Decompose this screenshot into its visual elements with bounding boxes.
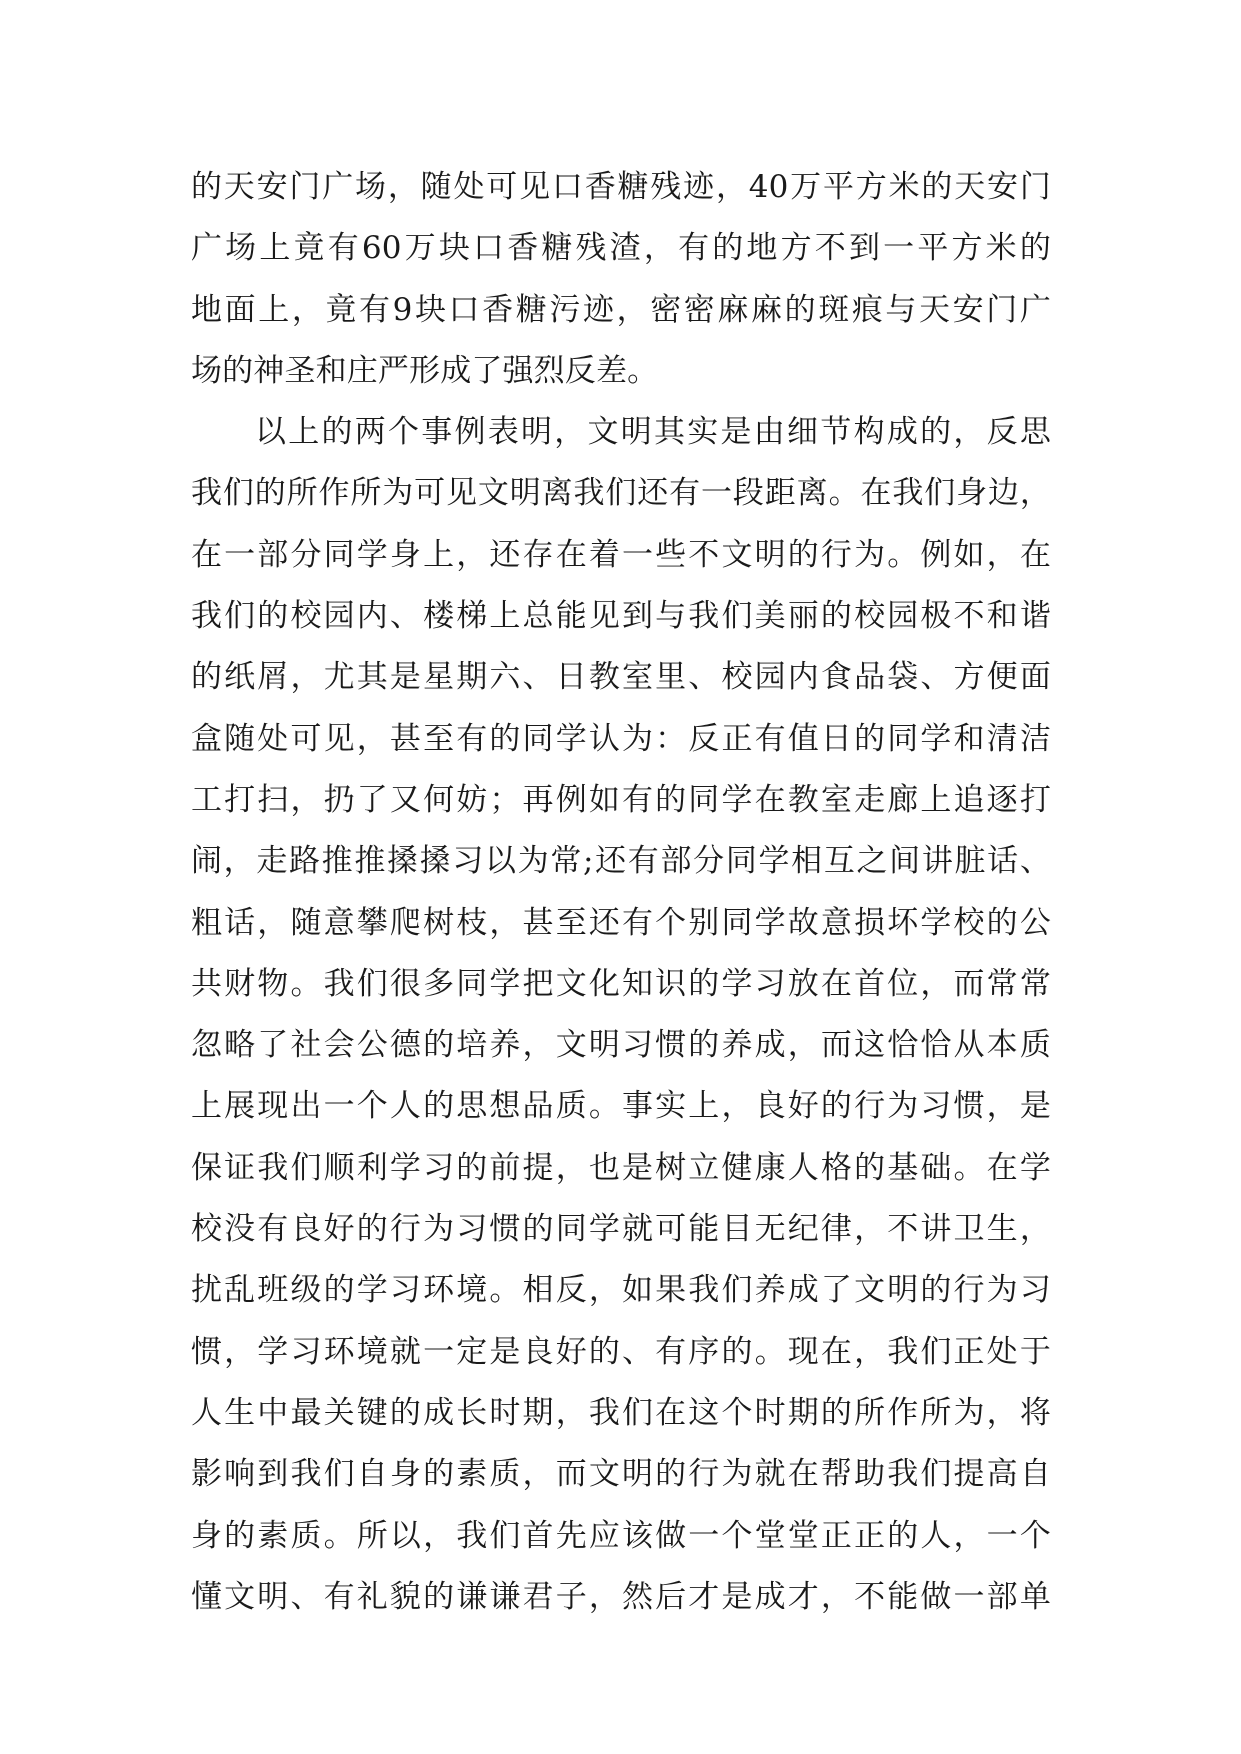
text-line: 的纸屑，尤其是星期六、日教室里、校园内食品袋、方便面 (191, 659, 1051, 696)
text-line: 的天安门广场，随处可见口香糖残迹，40万平方米的天安门 (191, 169, 1051, 205)
text-line: 人生中最关键的成长时期，我们在这个时期的所作所为，将 (191, 1394, 1051, 1431)
text-line: 保证我们顺利学习的前提，也是树立健康人格的基础。在学 (191, 1149, 1051, 1186)
text-line: 身的素质。所以，我们首先应该做一个堂堂正正的人，一个 (191, 1517, 1051, 1554)
body-text (191, 157, 1051, 1628)
text-line: 广场上竟有60万块口香糖残渣，有的地方不到一平方米的 (191, 230, 1051, 267)
text-line: 影响到我们自身的素质，而文明的行为就在帮助我们提高自 (191, 1456, 1051, 1493)
text-line: 共财物。我们很多同学把文化知识的学习放在首位，而常常 (191, 965, 1051, 1002)
text-line: 校没有良好的行为习惯的同学就可能目无纪律，不讲卫生， (191, 1211, 1051, 1248)
text-line: 粗话，随意攀爬树枝，甚至还有个别同学故意损坏学校的公 (191, 904, 1051, 941)
text-line: 上展现出一个人的思想品质。事实上，良好的行为习惯，是 (191, 1088, 1051, 1125)
paragraph-first-line: 以上的两个事例表明，文明其实是由细节构成的，反思 (255, 414, 1051, 451)
text-line: 我们的所作所为可见文明离我们还有一段距离。在我们身边， (191, 475, 1051, 512)
text-line: 盒随处可见，甚至有的同学认为：反正有值日的同学和清洁 (191, 720, 1051, 757)
text-line: 懂文明、有礼貌的谦谦君子，然后才是成才，不能做一部单 (191, 1578, 1051, 1615)
text-line: 场的神圣和庄严形成了强烈反差。 (191, 352, 659, 389)
text-line: 扰乱班级的学习环境。相反，如果我们养成了文明的行为习 (191, 1272, 1051, 1309)
text-line: 惯，学习环境就一定是良好的、有序的。现在，我们正处于 (191, 1333, 1051, 1370)
text-line: 地面上，竟有9块口香糖污迹，密密麻麻的斑痕与天安门广 (191, 291, 1051, 328)
text-line: 闹，走路推推搡搡习以为常;还有部分同学相互之间讲脏话、 (191, 843, 1051, 880)
text-line: 工打扫，扔了又何妨；再例如有的同学在教室走廊上追逐打 (191, 781, 1051, 818)
text-line: 忽略了社会公德的培养，文明习惯的养成，而这恰恰从本质 (191, 1027, 1051, 1064)
text-line: 我们的校园内、楼梯上总能见到与我们美丽的校园极不和谐 (191, 598, 1051, 635)
text-line: 在一部分同学身上，还存在着一些不文明的行为。例如，在 (191, 536, 1051, 573)
